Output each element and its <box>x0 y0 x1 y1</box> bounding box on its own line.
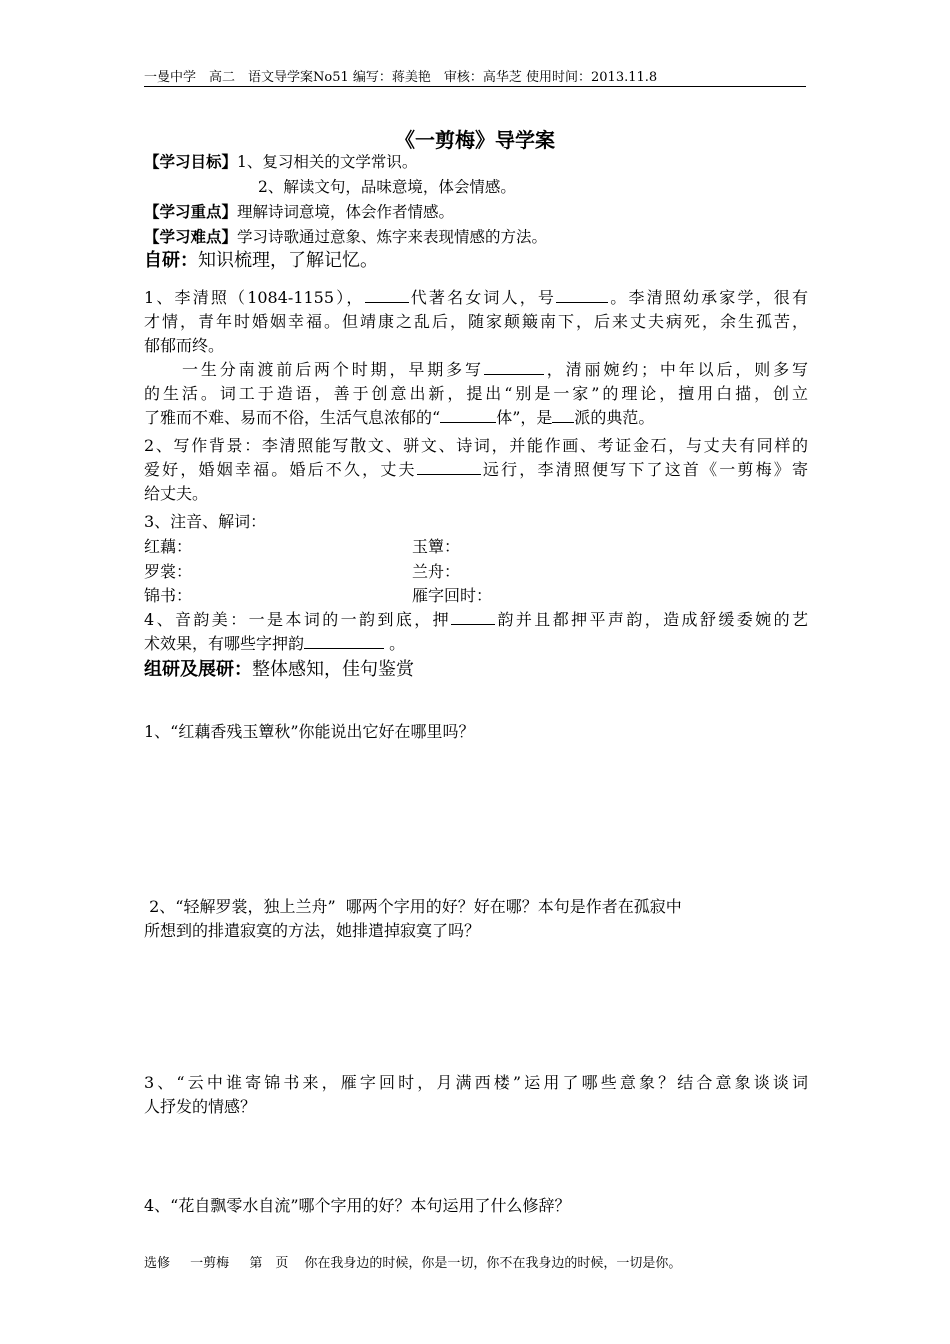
learning-goal-2: 2、解读文句，品味意境，体会情感。 <box>258 178 516 196</box>
footer-quote: 你在我身边的时候，你是一切，你不在我身边的时候，一切是你。 <box>304 1256 682 1271</box>
footer-page-number: 第 页 <box>249 1256 289 1271</box>
knowledge-item-3-heading: 3、注音、解词： <box>144 512 267 531</box>
learning-difficulty-text: 学习诗歌通过意象、炼字来表现情感的方法。 <box>237 228 548 246</box>
knowledge-item-2: 2、写作背景：李清照能写散文、骈文、诗词，并能作画、考证金石，与丈夫有同样的 爱好，婚姻幸福。婚后不久，丈夫 远行，李清照便写下了这首《一剪梅》寄 给丈夫。 <box>144 436 808 503</box>
page-footer <box>144 1252 681 1271</box>
knowledge-item-1: 1、李清照（1084-1155）， 代著名女词人，号 。李清照幼承家学，很有 才情，青年时婚姻幸福。但靖康之乱后，随家颠簸南下，后来丈夫病死，余生孤苦， 郁郁而终。 一生分南渡前后两个时期，早期多写 ，清丽婉约；中年以后，则多写 的生活。词工于造语，善于创意出新，提出“别是一家”的理论，擅用白描，创立 了雅而不难、易而不俗，生活气息浓郁的“ 体”，是 派的典范。 <box>144 288 808 427</box>
learning-difficulty-label: 【学习难点】 <box>144 228 238 246</box>
footer-course: 选修 <box>144 1256 171 1271</box>
self-study-text: 知识梳理，了解记忆。 <box>198 250 378 271</box>
vocab-term: 锦书： <box>144 586 193 605</box>
footer-poem: 一剪梅 <box>190 1256 230 1271</box>
document-title: 《一剪梅》导学案 <box>395 128 555 152</box>
answer-blank[interactable] <box>365 286 409 303</box>
self-study-heading <box>144 248 378 274</box>
group-study-text: 整体感知，佳句鉴赏 <box>252 659 414 680</box>
page-header: 一曼中学 高二 语文导学案No51 编写：蒋美艳 审核：高华芝 使用时间：2013.11.8 <box>144 70 658 85</box>
group-study-heading <box>144 657 414 683</box>
question-2: 2、“轻解罗裳，独上兰舟” 哪两个字用的好？好在哪？本句是作者在孤寂中 所想到的排遣寂寞的方法，她排遣掉寂寞了吗？ <box>144 897 682 940</box>
answer-blank[interactable] <box>556 286 608 303</box>
vocab-term: 雁字回时： <box>412 586 493 605</box>
knowledge-item-4: 4、音韵美：一是本词的一韵到底，押 韵并且都押平声韵，造成舒缓委婉的艺 术效果，有哪些字押韵 。 <box>144 610 808 653</box>
vocab-term: 兰舟： <box>412 562 461 581</box>
vocab-term: 罗裳： <box>144 562 193 581</box>
vocab-term: 红藕： <box>144 537 193 556</box>
answer-blank[interactable] <box>451 608 495 625</box>
answer-blank[interactable] <box>417 458 481 475</box>
answer-blank[interactable] <box>484 358 544 375</box>
learning-focus-label: 【学习重点】 <box>144 203 238 221</box>
question-3: 3、“云中谁寄锦书来，雁字回时，月满西楼”运用了哪些意象？结合意象谈谈词 人抒发的情感？ <box>144 1073 808 1116</box>
learning-goal-1: 1、复习相关的文学常识。 <box>237 153 418 171</box>
header-divider <box>144 86 806 87</box>
self-study-label: 自研： <box>144 250 198 271</box>
answer-blank[interactable] <box>304 632 384 649</box>
answer-blank[interactable] <box>552 406 574 423</box>
learning-focus <box>144 200 454 224</box>
learning-goals <box>144 150 417 174</box>
learning-focus-text: 理解诗词意境，体会作者情感。 <box>237 203 455 221</box>
answer-blank[interactable] <box>440 406 496 423</box>
group-study-label: 组研及展研： <box>144 659 252 680</box>
vocab-term: 玉簟： <box>412 537 461 556</box>
learning-difficulty <box>144 225 547 249</box>
question-4: 4、“花自飘零水自流”哪个字用的好？本句运用了什么修辞？ <box>144 1196 571 1215</box>
question-1: 1、“红藕香残玉簟秋”你能说出它好在哪里吗？ <box>144 722 475 741</box>
learning-goals-label: 【学习目标】 <box>144 153 238 171</box>
